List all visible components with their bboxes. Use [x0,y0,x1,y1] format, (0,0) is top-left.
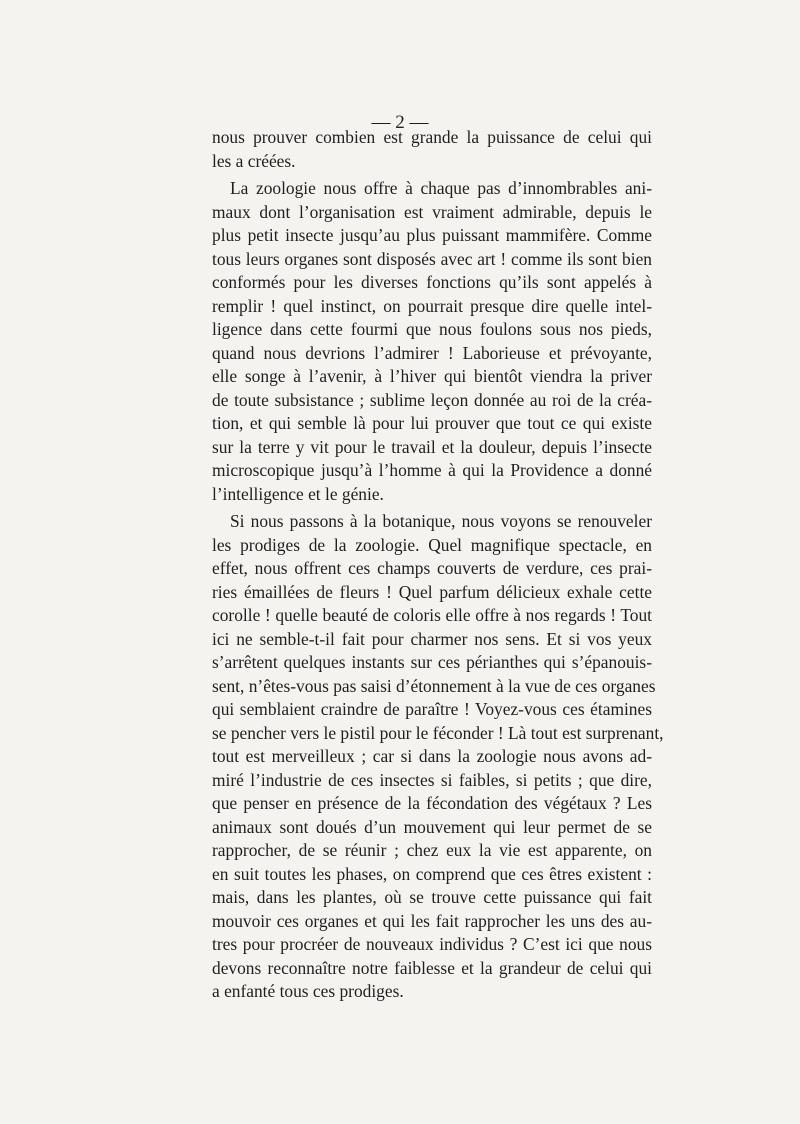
text-line: plus petit insecte jusqu’au plus puissant mammifère. Comme [212,225,652,245]
text-line: remplir ! quel instinct, on pourrait presque dire quelle intel- [212,295,652,316]
text-line: microscopique jusqu’à l’homme à qui la Providence a donné [212,460,652,480]
text-line: rapprocher, de se réunir ; chez eux la vie est apparente, on [212,840,652,860]
text-line: les a créées. [212,150,296,171]
text-line: que penser en présence de la fécondation des végétaux ? Les [212,793,652,813]
text-line: tous leurs organes sont disposés avec art ! comme ils sont bien [212,248,652,269]
text-line: ligence dans cette fourmi que nous foulons sous nos pieds, [212,319,652,339]
text-line: animaux sont doués d’un mouvement qui leur permet de se [212,816,652,837]
text-line: les prodiges de la zoologie. Quel magnifique spectacle, en [212,534,652,555]
text-line: mouvoir ces organes et qui les fait rapprocher les uns des au- [212,910,652,931]
text-line: qui semblaient craindre de paraître ! Voyez-vous ces étamines [212,699,652,719]
page-number: — 2 — [371,112,429,133]
text-line: tion, et qui semble là pour lui prouver que tout ce qui existe [212,413,652,433]
text-line: mais, dans les plantes, où se trouve cette puissance qui fait [212,887,652,907]
paragraph-3 [212,510,664,1004]
paragraph-1 [212,126,652,173]
text-line: ici ne semble-t-il fait pour charmer nos sens. Et si vos yeux [212,628,652,649]
text-line: se pencher vers le pistil pour le féconder ! Là tout est surprenant, [212,722,664,743]
text-line: miré l’industrie de ces insectes si faibles, si petits ; que dire, [212,769,652,790]
text-line: corolle ! quelle beauté de coloris elle offre à nos regards ! Tout [212,605,652,625]
paragraph-2 [212,177,652,506]
text-line: en suit toutes les phases, on comprend que ces êtres existent : [212,863,652,884]
text-line: sur la terre y vit pour le travail et la douleur, depuis l’insecte [212,436,652,457]
text-line: La zoologie nous offre à chaque pas d’innombrables ani- [230,178,652,198]
body-text [212,126,664,1004]
text-line: effet, nous offrent ces champs couverts de verdure, ces prai- [212,558,652,578]
text-line: conformés pour les diverses fonctions qu’ils sont appelés à [212,272,652,292]
text-line: tout est merveilleux ; car si dans la zoologie nous avons ad- [212,746,652,766]
text-line: Si nous passons à la botanique, nous voyons se renouveler [230,511,652,531]
text-line: l’intelligence et le génie. [212,483,384,504]
text-line: quand nous devrions l’admirer ! Laborieuse et prévoyante, [212,342,652,363]
text-line: a enfanté tous ces prodiges. [212,981,404,1001]
text-line: de toute subsistance ; sublime leçon donnée au roi de la créa- [212,389,652,410]
text-line: elle songe à l’avenir, à l’hiver qui bientôt viendra la priver [212,366,652,386]
text-line: sent, n’êtes-vous pas saisi d’étonnement à la vue de ces organes [212,675,656,696]
text-line: devons reconnaître notre faiblesse et la grandeur de celui qui [212,957,652,978]
text-line: ries émaillées de fleurs ! Quel parfum délicieux exhale cette [212,581,652,602]
text-line: s’arrêtent quelques instants sur ces périanthes qui s’épanouis- [212,652,652,672]
text-line: nous prouver combien est grande la puissance de celui qui [212,127,652,147]
text-line: maux dont l’organisation est vraiment admirable, depuis le [212,201,652,222]
text-line: tres pour procréer de nouveaux individus ? C’est ici que nous [212,934,652,954]
